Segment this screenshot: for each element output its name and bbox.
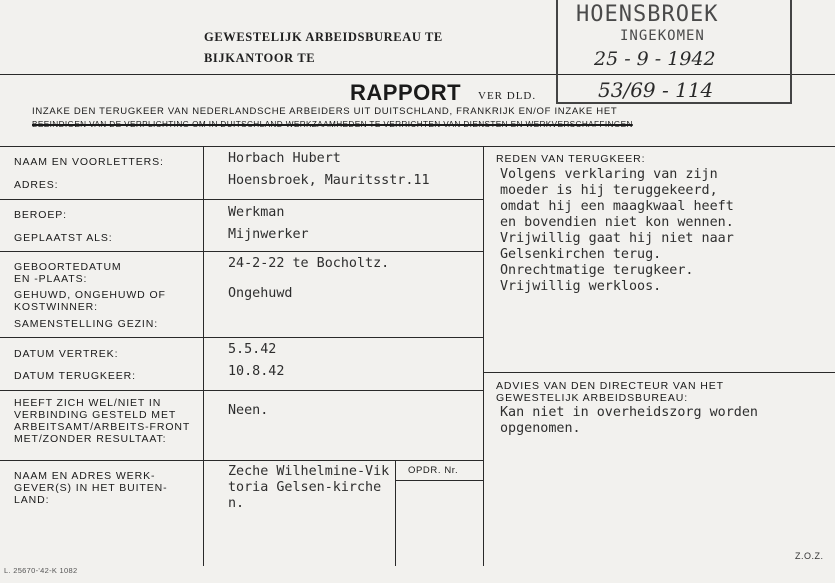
placed-as-label: GEPLAATST ALS: — [14, 232, 113, 244]
reason-line: moeder is hij teruggekeerd, — [500, 183, 718, 198]
reason-line: Vrijwillig werkloos. — [500, 279, 662, 294]
reason-line: en bovendien niet kon wennen. — [500, 215, 734, 230]
reason-line: Volgens verklaring van zijn — [500, 167, 718, 182]
birth-value: 24-2-22 te Bocholtz. — [228, 256, 390, 271]
reason-line: Vrijwillig gaat hij niet naar — [500, 231, 734, 246]
name-value: Horbach Hubert — [228, 151, 341, 166]
opdr-label: OPDR. Nr. — [408, 465, 459, 476]
contact-label: HEEFT ZICH WEL/NIET IN VERBINDING GESTELD MET ARBEITSAMT/ARBEITS-FRONT MET/ZONDER RESULTAAT: — [14, 397, 191, 445]
document-title: RAPPORT — [350, 80, 462, 105]
address-value: Hoensbroek, Mauritsstr.11 — [228, 173, 430, 188]
name-label: NAAM EN VOORLETTERS: — [14, 156, 164, 168]
employer-value: Zeche Wilhelmine-Viktoria Gelsen-kirchen. — [228, 464, 390, 511]
return-value: 10.8.42 — [228, 364, 285, 379]
marital-value: Ongehuwd — [228, 286, 293, 301]
placed-as-value: Mijnwerker — [228, 227, 309, 242]
return-label: DATUM TERUGKEER: — [14, 370, 136, 382]
reason-text — [500, 167, 734, 295]
occupation-label: BEROEP: — [14, 209, 67, 221]
employer-label: NAAM EN ADRES WERK-GEVER(S) IN HET BUITEN-LAND: — [14, 470, 168, 506]
departure-value: 5.5.42 — [228, 342, 277, 357]
stamp-number: 53/69 - 114 — [598, 78, 714, 102]
print-code: L. 25670-'42-K 1082 — [4, 566, 78, 575]
subtitle-line-1: INZAKE DEN TERUGKEER VAN NEDERLANDSCHE ARBEIDERS UIT DUITSCHLAND, FRANKRIJK EN/OF INZAKE HET — [32, 106, 618, 117]
contact-value: Neen. — [228, 403, 269, 418]
stamp-received: INGEKOMEN — [620, 28, 705, 44]
departure-label: DATUM VERTREK: — [14, 348, 119, 360]
reason-line: Gelsenkirchen terug. — [500, 247, 662, 262]
advice-label-line-1: ADVIES VAN DEN DIRECTEUR VAN HET — [496, 380, 724, 392]
stamp-date: 25 - 9 - 1942 — [594, 48, 716, 70]
advice-line: Kan niet in overheidszorg worden — [500, 405, 758, 420]
stamp-place: HOENSBROEK — [576, 2, 719, 27]
reason-line: omdat hij een maagkwaal heeft — [500, 199, 734, 214]
office-line-2: BIJKANTOOR TE — [204, 51, 316, 65]
household-label: SAMENSTELLING GEZIN: — [14, 318, 159, 330]
advice-text — [500, 405, 758, 437]
birth-label: GEBOORTEDATUM EN -PLAATS: — [14, 261, 122, 285]
office-line-1: GEWESTELIJK ARBEIDSBUREAU TE — [204, 30, 443, 44]
marital-label: GEHUWD, ONGEHUWD OF KOSTWINNER: — [14, 289, 166, 313]
advice-label-line-2: GEWESTELIJK ARBEIDSBUREAU: — [496, 392, 689, 404]
turn-over-note: Z.O.Z. — [795, 551, 824, 561]
reason-line: Onrechtmatige terugkeer. — [500, 263, 694, 278]
occupation-value: Werkman — [228, 205, 285, 220]
subtitle-line-2: BEEINDIGEN VAN DE VERPLICHTING OM IN DUITSCHLAND WERKZAAMHEDEN TE VERRICHTEN VAN DIENSTEN EN WERKVERSCHAFFINGEN — [32, 120, 633, 129]
advice-line: opgenomen. — [500, 421, 581, 436]
received-stamp — [556, 0, 792, 104]
reason-label: REDEN VAN TERUGKEER: — [496, 153, 646, 165]
address-label: ADRES: — [14, 179, 59, 191]
title-suffix: VER DLD. — [478, 90, 537, 102]
